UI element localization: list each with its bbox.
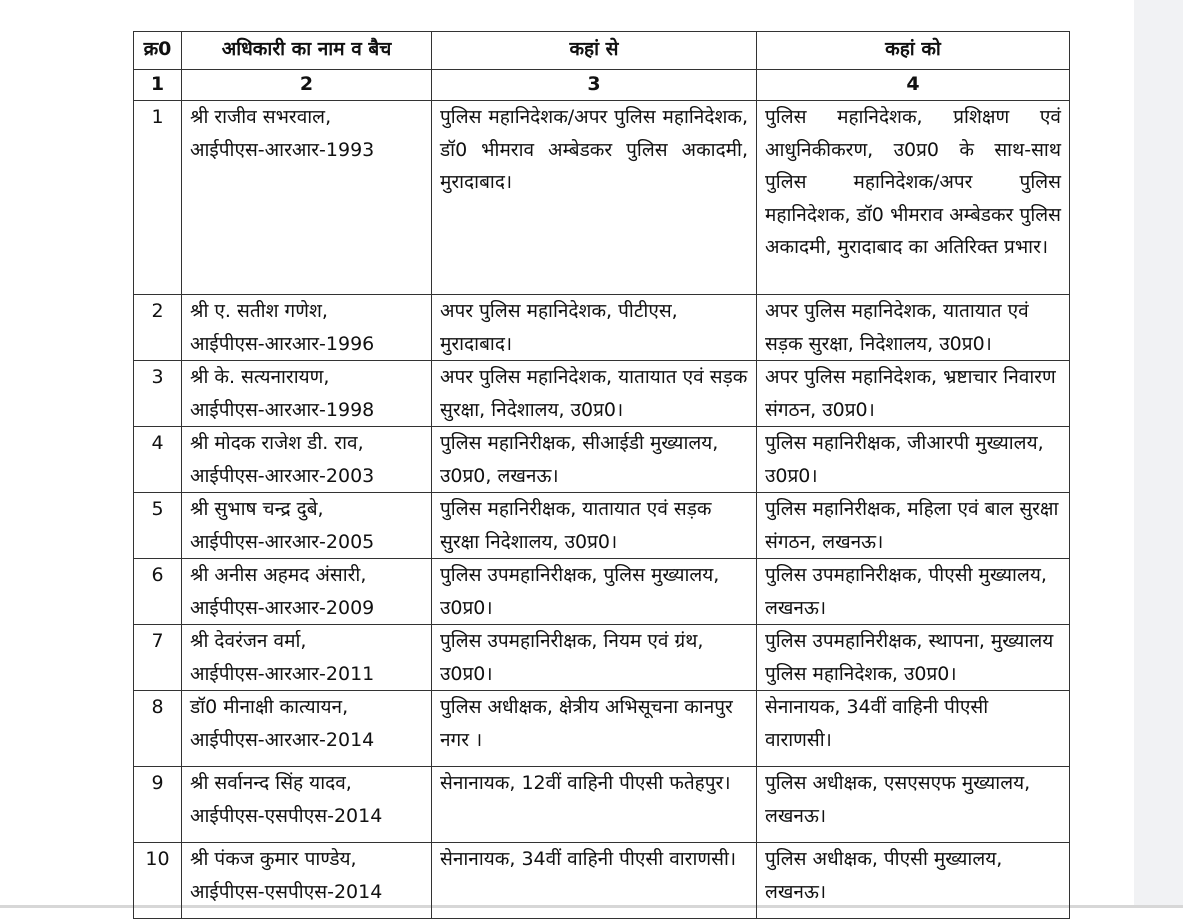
- officer-batch: आईपीएस-आरआर-2005: [190, 530, 375, 553]
- posting-from: पुलिस उपमहानिरीक्षक, पुलिस मुख्यालय, उ0प्र0।: [432, 559, 757, 625]
- serial-number: 9: [134, 767, 182, 843]
- posting-from: अपर पुलिस महानिदेशक, यातायात एवं सड़क सुरक्षा, निदेशालय, उ0प्र0।: [432, 361, 757, 427]
- officer-batch: आईपीएस-आरआर-1996: [190, 332, 375, 355]
- header-serial: क्र0: [134, 32, 182, 70]
- posting-from: पुलिस महानिरीक्षक, यातायात एवं सड़क सुरक्षा निदेशालय, उ0प्र0।: [432, 493, 757, 559]
- table-row: [134, 101, 1070, 295]
- officer-cell: [182, 625, 432, 691]
- serial-number: 2: [134, 295, 182, 361]
- transfer-table: [133, 31, 1070, 919]
- officer-name: श्री देवरंजन वर्मा,: [190, 630, 307, 652]
- serial-number: 7: [134, 625, 182, 691]
- posting-to: पुलिस महानिरीक्षक, महिला एवं बाल सुरक्षा संगठन, लखनऊ।: [757, 493, 1070, 559]
- serial-number: 6: [134, 559, 182, 625]
- officer-name: श्री के. सत्यनारायण,: [190, 366, 330, 388]
- header-from: कहां से: [432, 32, 757, 70]
- officer-name: श्री पंकज कुमार पाण्डेय,: [190, 848, 357, 870]
- serial-number: 3: [134, 361, 182, 427]
- officer-batch: आईपीएस-आरआर-1993: [190, 138, 375, 161]
- officer-name: श्री सुभाष चन्द्र दुबे,: [190, 498, 324, 520]
- posting-from: पुलिस महानिरीक्षक, सीआईडी मुख्यालय, उ0प्र0, लखनऊ।: [432, 427, 757, 493]
- serial-number: 8: [134, 691, 182, 767]
- serial-number: 5: [134, 493, 182, 559]
- header-to: कहां को: [757, 32, 1070, 70]
- serial-number: 1: [134, 101, 182, 295]
- posting-to: सेनानायक, 34वीं वाहिनी पीएसी वाराणसी।: [757, 691, 1070, 767]
- officer-name: डॉ0 मीनाक्षी कात्यायन,: [190, 696, 349, 718]
- table-row: [134, 767, 1070, 843]
- officer-cell: [182, 691, 432, 767]
- officer-cell: [182, 361, 432, 427]
- column-number: 2: [182, 70, 432, 101]
- posting-to: अपर पुलिस महानिदेशक, यातायात एवं सड़क सुरक्षा, निदेशालय, उ0प्र0।: [757, 295, 1070, 361]
- officer-cell: [182, 101, 432, 295]
- posting-from: अपर पुलिस महानिदेशक, पीटीएस, मुरादाबाद।: [432, 295, 757, 361]
- officer-cell: [182, 767, 432, 843]
- officer-batch: आईपीएस-आरआर-2011: [190, 662, 375, 685]
- posting-to: पुलिस उपमहानिरीक्षक, पीएसी मुख्यालय, लखनऊ।: [757, 559, 1070, 625]
- serial-number: 10: [134, 843, 182, 919]
- officer-name: श्री मोदक राजेश डी. राव,: [190, 432, 364, 454]
- table-row: [134, 625, 1070, 691]
- officer-cell: [182, 493, 432, 559]
- officer-name: श्री राजीव सभरवाल,: [190, 106, 332, 128]
- officer-batch: आईपीएस-आरआर-2014: [190, 728, 375, 751]
- serial-number: 4: [134, 427, 182, 493]
- table-row: [134, 493, 1070, 559]
- posting-to: पुलिस अधीक्षक, एसएसएफ मुख्यालय, लखनऊ।: [757, 767, 1070, 843]
- posting-to: पुलिस महानिरीक्षक, जीआरपी मुख्यालय, उ0प्र0।: [757, 427, 1070, 493]
- table-row: [134, 361, 1070, 427]
- posting-from: सेनानायक, 34वीं वाहिनी पीएसी वाराणसी।: [432, 843, 757, 919]
- table-row: [134, 427, 1070, 493]
- posting-from: पुलिस अधीक्षक, क्षेत्रीय अभिसूचना कानपुर नगर ।: [432, 691, 757, 767]
- officer-batch: आईपीएस-आरआर-2003: [190, 464, 375, 487]
- officer-cell: [182, 559, 432, 625]
- officer-batch: आईपीएस-एसपीएस-2014: [190, 804, 383, 827]
- officer-cell: [182, 843, 432, 919]
- table-row: [134, 295, 1070, 361]
- officer-batch: आईपीएस-आरआर-2009: [190, 596, 375, 619]
- header-officer-name-batch: अधिकारी का नाम व बैच: [182, 32, 432, 70]
- viewer-side-gutter: [1134, 0, 1183, 908]
- officer-name: श्री अनीस अहमद अंसारी,: [190, 564, 367, 586]
- posting-from: पुलिस महानिदेशक/अपर पुलिस महानिदेशक, डॉ0 भीमराव अम्बेडकर पुलिस अकादमी, मुरादाबाद।: [432, 101, 757, 295]
- officer-batch: आईपीएस-आरआर-1998: [190, 398, 375, 421]
- posting-to: पुलिस उपमहानिरीक्षक, स्थापना, मुख्यालय पुलिस महानिदेशक, उ0प्र0।: [757, 625, 1070, 691]
- posting-to: पुलिस अधीक्षक, पीएसी मुख्यालय, लखनऊ।: [757, 843, 1070, 919]
- officer-batch: आईपीएस-एसपीएस-2014: [190, 880, 383, 903]
- officer-cell: [182, 295, 432, 361]
- posting-from: पुलिस उपमहानिरीक्षक, नियम एवं ग्रंथ, उ0प्र0।: [432, 625, 757, 691]
- column-number: 4: [757, 70, 1070, 101]
- officer-name: श्री ए. सतीश गणेश,: [190, 300, 328, 322]
- posting-to: पुलिस महानिदेशक, प्रशिक्षण एवं आधुनिकीकरण, उ0प्र0 के साथ-साथ पुलिस महानिदेशक/अपर पुलिस महानिदेशक, डॉ0 भीमराव अम्बेडकर पुलिस अकादमी, मुरादाबाद का अतिरिक्त प्रभार।: [757, 101, 1070, 295]
- column-number-row: [134, 70, 1070, 101]
- posting-to: अपर पुलिस महानिदेशक, भ्रष्टाचार निवारण संगठन, उ0प्र0।: [757, 361, 1070, 427]
- table-row: [134, 559, 1070, 625]
- officer-name: श्री सर्वानन्द सिंह यादव,: [190, 772, 352, 794]
- table-row: [134, 843, 1070, 919]
- table-row: [134, 691, 1070, 767]
- posting-from: सेनानायक, 12वीं वाहिनी पीएसी फतेहपुर।: [432, 767, 757, 843]
- column-number: 1: [134, 70, 182, 101]
- table-header-row: [134, 32, 1070, 70]
- officer-cell: [182, 427, 432, 493]
- column-number: 3: [432, 70, 757, 101]
